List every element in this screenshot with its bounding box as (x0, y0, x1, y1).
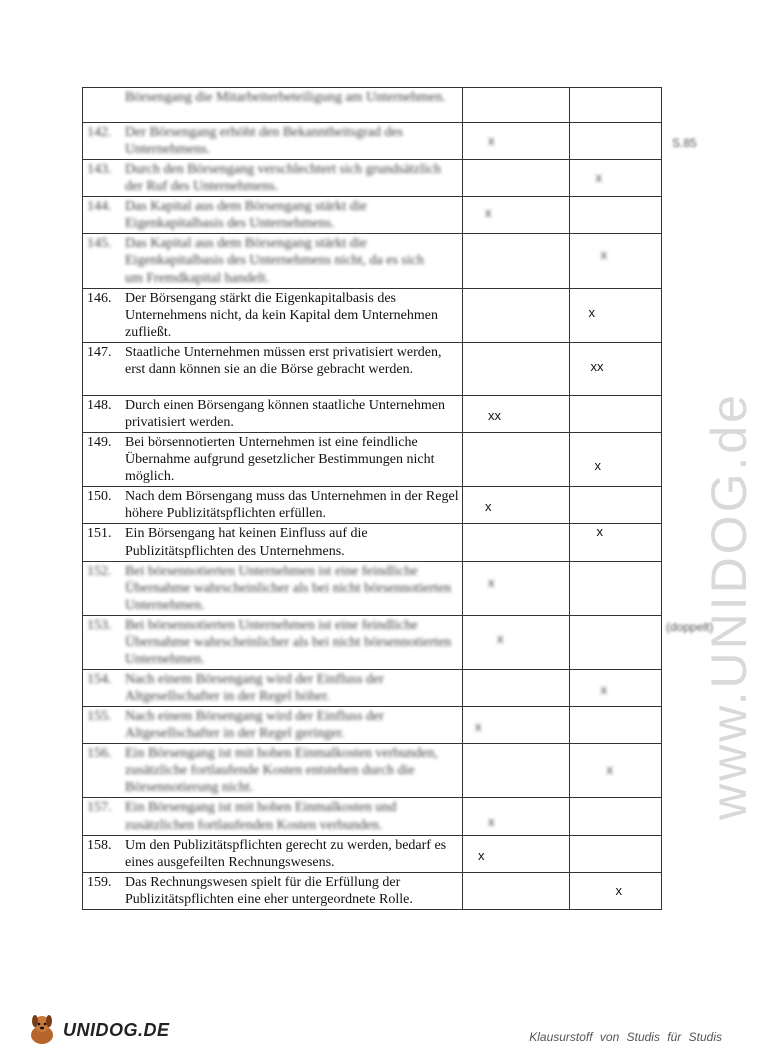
question-cell (83, 343, 463, 396)
answer-true-cell (462, 197, 569, 234)
answer-mark: x (484, 205, 492, 220)
question-cell (83, 524, 463, 562)
answer-mark: xx (590, 359, 604, 374)
answer-mark: x (615, 883, 622, 898)
table-row (83, 873, 662, 910)
question-number: 146. (87, 291, 112, 306)
table-row (83, 396, 662, 433)
answer-mark: x (594, 458, 601, 473)
question-number: 158. (87, 838, 112, 853)
answer-true-cell (462, 616, 569, 670)
answer-false-cell (570, 88, 662, 123)
question-cell (83, 234, 463, 289)
question-cell (83, 836, 463, 873)
question-text: Das Kapital aus dem Börsengang stärkt die Eigenkapitalbasis des Unternehmens. (125, 199, 367, 231)
answer-false-cell (570, 160, 662, 197)
question-text: Das Rechnungswesen spielt für die Erfüllung der Publizitätspflichten eine eher untergeordnete Rolle. (125, 875, 413, 907)
question-cell (83, 670, 463, 707)
question-cell (83, 160, 463, 197)
answer-true-cell (462, 343, 569, 396)
question-text: Nach dem Börsengang muss das Unternehmen in der Regel höhere Publizitätspflichten erfüllen. (125, 489, 459, 521)
page-ref-label: S.85 (672, 136, 697, 150)
answer-false-cell (570, 197, 662, 234)
question-table (82, 87, 662, 910)
question-number: 151. (87, 526, 112, 541)
answer-false-cell (570, 289, 662, 343)
question-text: Durch einen Börsengang können staatliche Unternehmen privatisiert werden. (125, 398, 445, 430)
answer-true-cell (462, 289, 569, 343)
question-text: Nach einem Börsengang wird der Einfluss der Altgesellschafter in der Regel geringer. (125, 709, 384, 741)
question-text: Durch den Börsengang verschlechtert sich grundsätzlich der Ruf des Unternehmens. (125, 162, 442, 194)
table-row (83, 707, 662, 744)
question-cell (83, 707, 463, 744)
table-row (83, 343, 662, 396)
answer-mark: x (496, 631, 504, 646)
answer-true-cell (462, 707, 569, 744)
answer-mark: x (600, 682, 607, 697)
question-cell (83, 744, 463, 798)
table-row (83, 123, 662, 160)
question-number: 147. (87, 345, 112, 360)
answer-false-cell (570, 707, 662, 744)
question-text: Bei börsennotierten Unternehmen ist eine feindliche Übernahme wahrscheinlicher als bei nicht börsennotierten Unternehmen. (125, 618, 452, 667)
table-row (83, 562, 662, 616)
answer-false-cell (570, 343, 662, 396)
question-number: 148. (87, 398, 112, 413)
answer-false-cell (570, 234, 662, 289)
answer-false-cell (570, 744, 662, 798)
question-cell (83, 289, 463, 343)
question-text: Börsengang die Mitarbeiterbeteiligung am Unternehmen. (125, 90, 446, 105)
answer-mark: x (596, 524, 603, 539)
table-row (83, 433, 662, 487)
question-number: 153. (87, 618, 112, 633)
question-number (87, 89, 125, 106)
answer-true-cell (462, 487, 569, 524)
dog-icon (25, 1013, 59, 1047)
table-row (83, 744, 662, 798)
watermark: www.UNIDOG.de (701, 392, 757, 820)
question-cell (83, 396, 463, 433)
table-row (83, 524, 662, 562)
answer-mark: x (487, 133, 495, 148)
question-text: Ein Börsengang hat keinen Einfluss auf die (125, 526, 368, 541)
answer-mark: x (600, 247, 607, 262)
question-number: 142. (87, 125, 112, 140)
question-cell (83, 123, 463, 160)
question-text: Staatliche Unternehmen müssen erst privatisiert werden, erst dann können sie an die Börse gebracht werden. (125, 345, 442, 377)
answer-mark: x (484, 499, 492, 514)
answer-mark: x (595, 170, 602, 185)
table-row (83, 616, 662, 670)
question-text: Das Kapital aus dem Börsengang stärkt die Eigenkapitalbasis des Unternehmens nicht, da es sich (125, 236, 424, 268)
question-number: 152. (87, 564, 112, 579)
answer-false-cell (570, 487, 662, 524)
answer-false-cell (570, 396, 662, 433)
question-number: 145. (87, 236, 112, 251)
question-text: Um den Publizitätspflichten gerecht zu werden, bedarf es eines ausgefeilten Rechnungswesens. (125, 838, 447, 870)
question-text-continued: um Fremdkapital handelt. (125, 271, 270, 286)
answer-mark: x (474, 719, 482, 734)
logo-text: UNIDOG.DE (63, 1019, 170, 1040)
question-cell (83, 873, 463, 910)
answer-mark: x (477, 848, 485, 863)
answer-true-cell (462, 873, 569, 910)
question-number: 157. (87, 800, 112, 815)
table-row (83, 836, 662, 873)
answer-false-cell (570, 670, 662, 707)
answer-false-cell (570, 616, 662, 670)
question-cell (83, 197, 463, 234)
question-cell (83, 798, 463, 836)
answer-mark: xx (487, 408, 501, 423)
answer-mark: x (487, 575, 495, 590)
table-row (83, 197, 662, 234)
question-cell (83, 433, 463, 487)
question-text: Der Börsengang erhöht den Bekanntheitsgrad des Unternehmens. (125, 125, 403, 157)
question-text: Bei börsennotierten Unternehmen ist eine feindliche Übernahme aufgrund gesetzlicher Bestimmungen nicht möglich. (125, 435, 435, 484)
answer-mark: x (487, 814, 495, 829)
answer-true-cell (462, 88, 569, 123)
answer-mark: x (588, 305, 595, 320)
answer-false-cell (570, 433, 662, 487)
answer-true-cell (462, 524, 569, 562)
question-number: 150. (87, 489, 112, 504)
answer-mark: x (606, 762, 613, 777)
answer-true-cell (462, 234, 569, 289)
answer-true-cell (462, 798, 569, 836)
answer-false-cell (570, 562, 662, 616)
answer-false-cell (570, 873, 662, 910)
answer-false-cell (570, 836, 662, 873)
question-cell (83, 562, 463, 616)
footer-tagline: Klausurstoff von Studis für Studis (529, 1030, 722, 1044)
question-number: 144. (87, 199, 112, 214)
question-text: Der Börsengang stärkt die Eigenkapitalbasis des Unternehmens nicht, da kein Kapital dem Unternehmen zufließt. (125, 291, 438, 340)
answer-true-cell (462, 433, 569, 487)
question-number: 149. (87, 435, 112, 450)
question-text-continued: zusätzlichen fortlaufenden Kosten verbunden. (125, 818, 383, 833)
table-row (83, 670, 662, 707)
answer-true-cell (462, 123, 569, 160)
question-number: 156. (87, 746, 112, 761)
question-cell (83, 487, 463, 524)
table-row (83, 234, 662, 289)
question-number: 143. (87, 162, 112, 177)
answer-true-cell (462, 744, 569, 798)
answer-false-cell (570, 524, 662, 562)
question-text: Ein Börsengang ist mit hohen Einmalkosten und (125, 800, 397, 815)
answer-true-cell (462, 562, 569, 616)
table-row (83, 289, 662, 343)
unidog-logo (25, 1010, 170, 1050)
answer-true-cell (462, 396, 569, 433)
question-text: Bei börsennotierten Unternehmen ist eine feindliche Übernahme wahrscheinlicher als bei nicht börsennotierten Unternehmen. (125, 564, 452, 613)
doppelt-label: (doppelt) (666, 620, 714, 634)
answer-true-cell (462, 836, 569, 873)
table-row (83, 160, 662, 197)
question-cell (83, 88, 463, 123)
question-number: 159. (87, 875, 112, 890)
question-number: 154. (87, 672, 112, 687)
question-number: 155. (87, 709, 112, 724)
answer-true-cell (462, 670, 569, 707)
question-text-continued: Publizitätspflichten des Unternehmens. (125, 544, 345, 559)
answer-false-cell (570, 123, 662, 160)
question-text: Nach einem Börsengang wird der Einfluss der Altgesellschafter in der Regel höher. (125, 672, 384, 704)
answer-false-cell (570, 798, 662, 836)
table-row (83, 88, 662, 123)
question-text: Ein Börsengang ist mit hohen Einmalkosten verbunden, zusätzliche fortlaufende Kosten entstehen durch die Börsennotierung nicht. (125, 746, 439, 795)
table-row (83, 487, 662, 524)
question-cell (83, 616, 463, 670)
table-row (83, 798, 662, 836)
answer-true-cell (462, 160, 569, 197)
